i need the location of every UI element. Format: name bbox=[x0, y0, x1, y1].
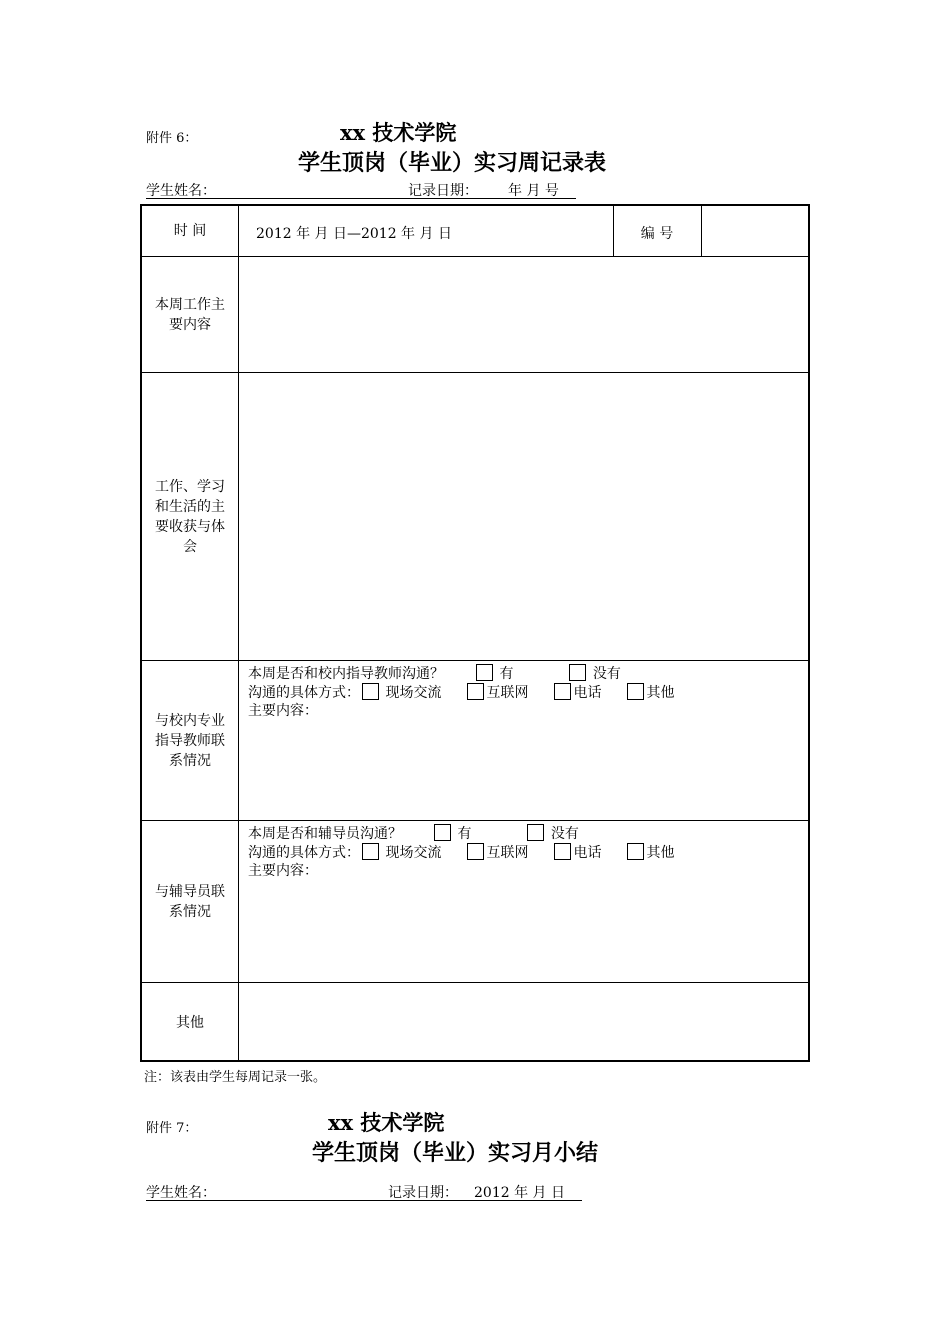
counselor-no-label: 没有 bbox=[550, 826, 579, 842]
counselor-yes-checkbox[interactable] bbox=[434, 824, 451, 841]
column-divider bbox=[238, 206, 239, 1062]
counselor-question: 本周是否和辅导员沟通？ bbox=[248, 826, 402, 842]
counselor-phone-label: 电话 bbox=[573, 845, 602, 861]
weekly-record-table bbox=[140, 204, 810, 1062]
teacher-main-content-label: 主要内容： bbox=[248, 703, 318, 719]
column-divider bbox=[701, 206, 702, 256]
student-name-label: 学生姓名： bbox=[146, 183, 216, 199]
attachment-label-7: 附件 7： bbox=[146, 1121, 198, 1136]
college-name-2: xx 技术学院 bbox=[328, 1110, 445, 1135]
record-date-value: 年 月 号 bbox=[508, 183, 559, 199]
row-divider bbox=[142, 820, 808, 821]
teacher-no-label: 没有 bbox=[592, 666, 621, 682]
teacher-onsite-checkbox[interactable] bbox=[362, 683, 379, 700]
counselor-other-label: 其他 bbox=[646, 845, 675, 861]
teacher-method-line bbox=[248, 683, 674, 703]
teacher-phone-label: 电话 bbox=[573, 685, 602, 701]
teacher-yes-checkbox[interactable] bbox=[476, 664, 493, 681]
gains-label: 工作、学习和生活的主要收获与体会 bbox=[155, 479, 225, 555]
row-divider bbox=[142, 256, 808, 257]
student-info-line bbox=[146, 180, 576, 199]
counselor-method-label: 沟通的具体方式： bbox=[248, 845, 360, 861]
counselor-phone-checkbox[interactable] bbox=[554, 843, 571, 860]
teacher-other-checkbox[interactable] bbox=[627, 683, 644, 700]
counselor-other-checkbox[interactable] bbox=[627, 843, 644, 860]
teacher-method-label: 沟通的具体方式： bbox=[248, 685, 360, 701]
record-date-label-2: 记录日期： bbox=[388, 1185, 458, 1201]
record-date-label: 记录日期： bbox=[408, 183, 478, 199]
record-date-value-2: 2012 年 月 日 bbox=[474, 1185, 565, 1201]
teacher-yes-label: 有 bbox=[499, 666, 514, 682]
student-name-label-2: 学生姓名： bbox=[146, 1185, 216, 1201]
other-field[interactable] bbox=[240, 984, 808, 1060]
form-title-2: 学生顶岗（毕业）实习月小结 bbox=[312, 1140, 599, 1166]
number-field[interactable] bbox=[703, 208, 808, 254]
time-label: 时 间 bbox=[173, 223, 207, 239]
college-name: xx 技术学院 bbox=[340, 120, 457, 145]
other-label: 其他 bbox=[176, 1015, 204, 1031]
counselor-onsite-checkbox[interactable] bbox=[362, 843, 379, 860]
counselor-internet-checkbox[interactable] bbox=[467, 843, 484, 860]
gains-field[interactable] bbox=[240, 374, 808, 658]
student-info-line-2 bbox=[146, 1182, 582, 1201]
counselor-question-line bbox=[248, 824, 579, 844]
teacher-other-label: 其他 bbox=[646, 685, 675, 701]
row-divider bbox=[142, 982, 808, 983]
form-title: 学生顶岗（毕业）实习周记录表 bbox=[298, 150, 607, 176]
counselor-onsite-label: 现场交流 bbox=[385, 845, 442, 861]
teacher-contact-label: 与校内专业指导教师联系情况 bbox=[155, 713, 225, 769]
row-divider bbox=[142, 660, 808, 661]
teacher-question: 本周是否和校内指导教师沟通？ bbox=[248, 666, 444, 682]
time-value: 2012 年 月 日—2012 年 月 日 bbox=[256, 226, 452, 242]
teacher-internet-checkbox[interactable] bbox=[467, 683, 484, 700]
counselor-yes-label: 有 bbox=[457, 826, 472, 842]
teacher-question-line bbox=[248, 664, 621, 684]
teacher-no-checkbox[interactable] bbox=[569, 664, 586, 681]
table-note: 注：该表由学生每周记录一张。 bbox=[144, 1070, 327, 1085]
counselor-no-checkbox[interactable] bbox=[527, 824, 544, 841]
row-divider bbox=[142, 372, 808, 373]
counselor-method-line bbox=[248, 843, 674, 863]
weekly-work-label: 本周工作主要内容 bbox=[155, 297, 225, 333]
teacher-phone-checkbox[interactable] bbox=[554, 683, 571, 700]
attachment-label-6: 附件 6： bbox=[146, 131, 198, 146]
counselor-main-content-label: 主要内容： bbox=[248, 863, 318, 879]
teacher-onsite-label: 现场交流 bbox=[385, 685, 442, 701]
weekly-work-field[interactable] bbox=[240, 258, 808, 370]
teacher-internet-label: 互联网 bbox=[486, 685, 529, 701]
counselor-internet-label: 互联网 bbox=[486, 845, 529, 861]
counselor-contact-label: 与辅导员联系情况 bbox=[155, 884, 225, 920]
number-label: 编 号 bbox=[640, 226, 674, 242]
